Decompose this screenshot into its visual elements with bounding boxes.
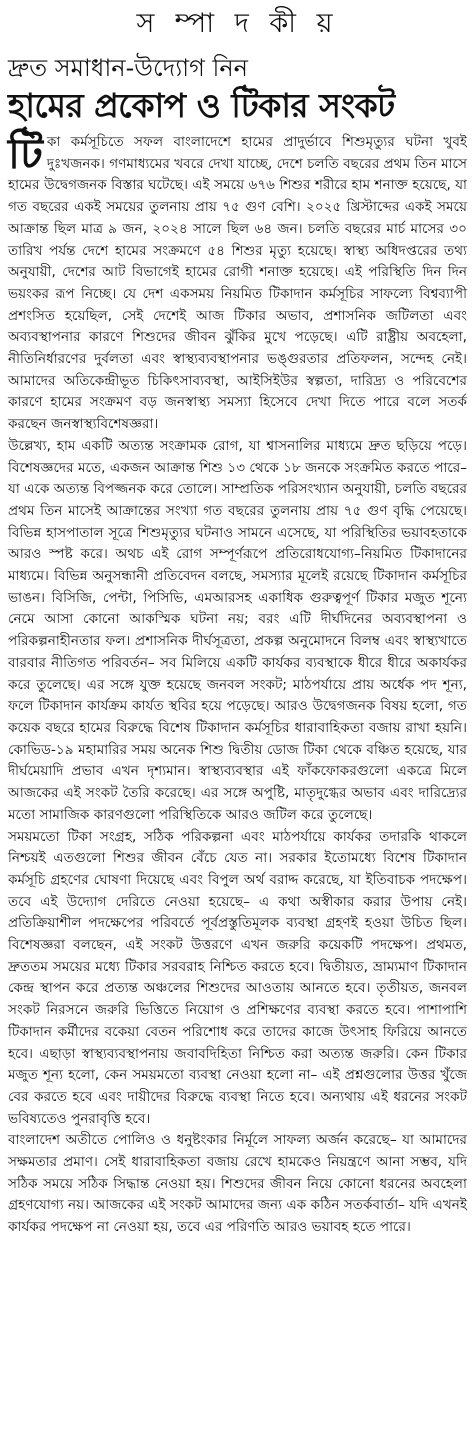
- paragraph: [8, 129, 467, 436]
- paragraph: সময়মতো টিকা সংগ্রহ, সঠিক পরিকল্পনা এবং মাঠপর্যায়ে কার্যকর তদারকি থাকলে নিশ্চয়ই এতগুলো শিশুর জীবন বেঁচে যেত না। সরকার ইতোমধ্যে বিশেষ টিকাদান কর্মসূচি গ্রহণের ঘোষণা দিয়েছে এবং বিপুল অর্থ বরাদ্দ করেছে, যা ইতিবাচক পদক্ষেপ। তবে এই উদ্যোগ দেরিতে নেওয়া হয়েছে– এ কথা অস্বীকার করার উপায় নেই। প্রতিক্রিয়াশীল পদক্ষেপের পরিবর্তে পূর্বপ্রস্তুতিমূলক ব্যবস্থা গ্রহণই হওয়া উচিত ছিল। বিশেষজ্ঞরা বলছেন, এই সংকট উত্তরণে এখন জরুরি কয়েকটি পদক্ষেপ। প্রথমত, দ্রুততম সময়ের মধ্যে টিকার সরবরাহ নিশ্চিত করতে হবে। দ্বিতীয়ত, ভ্রাম্যমাণ টিকাদান কেন্দ্র স্থাপন করে প্রত্যন্ত অঞ্চলের শিশুদের আওতায় আনতে হবে। তৃতীয়ত, জনবল সংকট নিরসনে জরুরি ভিত্তিতে নিয়োগ ও প্রশিক্ষণের ব্যবস্থা করতে হবে। পাশাপাশি টিকাদান কর্মীদের বকেয়া বেতন পরিশোধ করে তাদের কাজে উৎসাহ ফিরিয়ে আনতে হবে। এছাড়া স্বাস্থ্যব্যবস্থাপনায় জবাবদিহিতা নিশ্চিত করা অত্যন্ত জরুরি। কেন টিকার মজুত শূন্য হলো, কেন সময়মতো ব্যবস্থা নেওয়া হলো না– এই প্রশ্নগুলোর উত্তর খুঁজে বের করতে হবে এবং দায়ীদের বিরুদ্ধে ব্যবস্থা নিতে হবে। অন্যথায় এই ধরনের সংকট ভবিষ্যতেও পুনরাবৃত্তি হবে।: [8, 828, 467, 1127]
- section-label: স ম্পা দ কী য়: [136, 8, 339, 39]
- paragraph: উল্লেখ্য, হাম একটি অত্যন্ত সংক্রামক রোগ, যা শ্বাসনালির মাধ্যমে দ্রুত ছড়িয়ে পড়ে। বিশেষজ্ঞদের মতে, একজন আক্রান্ত শিশু ১৩ থেকে ১৮ জনকে সংক্রমিত করতে পারে– যা একে অত্যন্ত বিপজ্জনক করে তোলে। সাম্প্রতিক পরিসংখ্যান অনুযায়ী, চলতি বছরের প্রথম তিন মাসেই আক্রান্তের সংখ্যা গত বছরের তুলনায় প্রায় ৭৫ গুণ বৃদ্ধি পেয়েছে। বিভিন্ন হাসপাতাল সূত্রে শিশুমৃত্যুর ঘটনাও সামনে এসেছে, যা পরিস্থিতির ভয়াবহতাকে আরও স্পষ্ট করে। অথচ এই রোগ সম্পূর্ণরূপে প্রতিরোধযোগ্য–নিয়মিত টিকাদানের মাধ্যমে। বিভিন্ন অনুসন্ধানী প্রতিবেদন বলছে, সমস্যার মূলেই রয়েছে টিকাদান কর্মসূচির ভাঙন। বিসিজি, পেন্টা, পিসিভি, এমআরসহ একাধিক গুরুত্বপূর্ণ টিকার মজুত শূন্যে নেমে আসা কোনো আকস্মিক ঘটনা নয়; বরং এটি দীর্ঘদিনের অব্যবস্থাপনা ও পরিকল্পনাহীনতার ফল। প্রশাসনিক দীর্ঘসূত্রতা, প্রকল্প অনুমোদনে বিলম্ব এবং স্বাস্থ্যখাতে বারবার নীতিগত পরিবর্তন– সব মিলিয়ে একটি কার্যকর ব্যবস্থাকে ধীরে ধীরে অকার্যকর করে তুলেছে। এর সঙ্গে যুক্ত হয়েছে জনবল সংকট; মাঠপর্যায়ে প্রায় অর্ধেক পদ শূন্য, ফলে টিকাদান কার্যক্রম কার্যত স্থবির হয়ে পড়েছে। আরও উদ্বেগজনক বিষয় হলো, গত কয়েক বছরে হামের বিরুদ্ধে বিশেষ টিকাদান কর্মসূচির ধারাবাহিকতা বজায় রাখা হয়নি। কোভিড-১৯ মহামারির সময় অনেক শিশু দ্বিতীয় ডোজ টিকা থেকে বঞ্চিত হয়েছে, যার দীর্ঘমেয়াদি প্রভাব এখন দৃশ্যমান। স্বাস্থ্যব্যবস্থার এই ফাঁকফোকরগুলো একত্রে মিলে আজকের এই সংকট তৈরি করেছে। এর সঙ্গে অপুষ্টি, মাতৃদুগ্ধের অভাব এবং দারিদ্র্যের মতো সামাজিক কারণগুলো পরিস্থিতিকে আরও জটিল করে তুলেছে।: [8, 437, 467, 823]
- paragraph-text: কা কর্মসূচিতে সফল বাংলাদেশে হামের প্রাদুর্ভাবে শিশুমৃত্যুর ঘটনা খুবই দুঃখজনক। গণমাধ্যমের খবরে দেখা যাচ্ছে, দেশে চলতি বছরের প্রথম তিন মাসে হামের উদ্বেগজনক বিস্তার ঘটেছে। এই সময়ে ৬৭৬ শিশুর শরীরে হাম শনাক্ত হয়েছে, যা গত বছরের একই সময়ের তুলনায় প্রায় ৭৫ গুণ বেশি। ২০২৫ খ্রিস্টাব্দের একই সময়ে আক্রান্ত ছিল মাত্র ৯ জন, ২০২৪ সালে ছিল ৬৪ জন। চলতি বছরের মার্চ মাসের ৩০ তারিখ পর্যন্ত দেশে হামের সংক্রমণে ৫৪ শিশুর মৃত্যু হয়েছে। স্বাস্থ্য অধিদপ্তরের তথ্য অনুযায়ী, দেশের আট বিভাগেই হামের রোগী শনাক্ত হয়েছে। এই পরিস্থিতি দিন দিন ভয়ংকর রূপ নিচ্ছে। যে দেশ একসময় নিয়মিত টিকাদান কর্মসূচির সাফল্যে বিশ্বব্যাপী প্রশংসিত হয়েছিল, সেই দেশেই আজ টিকার অভাব, প্রশাসনিক জটিলতা এবং অব্যবস্থাপনার কারণে শিশুদের জীবন ঝুঁকির মুখে পড়েছে। এটি রাষ্ট্রীয় অবহেলা, নীতিনির্ধারণের দুর্বলতা এবং স্বাস্থ্যব্যবস্থাপনার ভঙ্গুরতার প্রতিফলন, সন্দেহ নেই। আমাদের অতিকেন্দ্রীভূত চিকিৎসাব্যবস্থা, আইসিইউর স্বল্পতা, দারিদ্র্য ও পরিবেশের কারণে হামের সংক্রমণ বড় জনস্বাস্থ্য সমস্যা হিসেবে দেখা দিতে পারে বলে সতর্ক করছেন জনস্বাস্থ্যবিশেষজ্ঞরা।: [8, 134, 467, 433]
- dropcap: টি: [8, 129, 43, 178]
- paragraph: বাংলাদেশ অতীতে পোলিও ও ধনুষ্টংকার নির্মূলে সাফল্য অর্জন করেছে– যা আমাদের সক্ষমতার প্রমাণ। সেই ধারাবাহিকতা বজায় রেখে হামকেও নিয়ন্ত্রণে আনা সম্ভব, যদি সঠিক সময়ে সঠিক সিদ্ধান্ত নেওয়া হয়। শিশুদের জীবন নিয়ে কোনো ধরনের অবহেলা গ্রহণযোগ্য নয়। আজকের এই সংকট আমাদের জন্য এক কঠিন সতর্কবার্তা– যদি এখনই কার্যকর পদক্ষেপ না নেওয়া হয়, তবে এর পরিণতি আরও ভয়াবহ হতে পারে।: [8, 1132, 467, 1236]
- kicker: দ্রুত সমাধান-উদ্যোগ নিন: [8, 54, 249, 82]
- headline: হামের প্রকোপ ও টিকার সংকট: [8, 86, 395, 125]
- article-body: [8, 129, 467, 1239]
